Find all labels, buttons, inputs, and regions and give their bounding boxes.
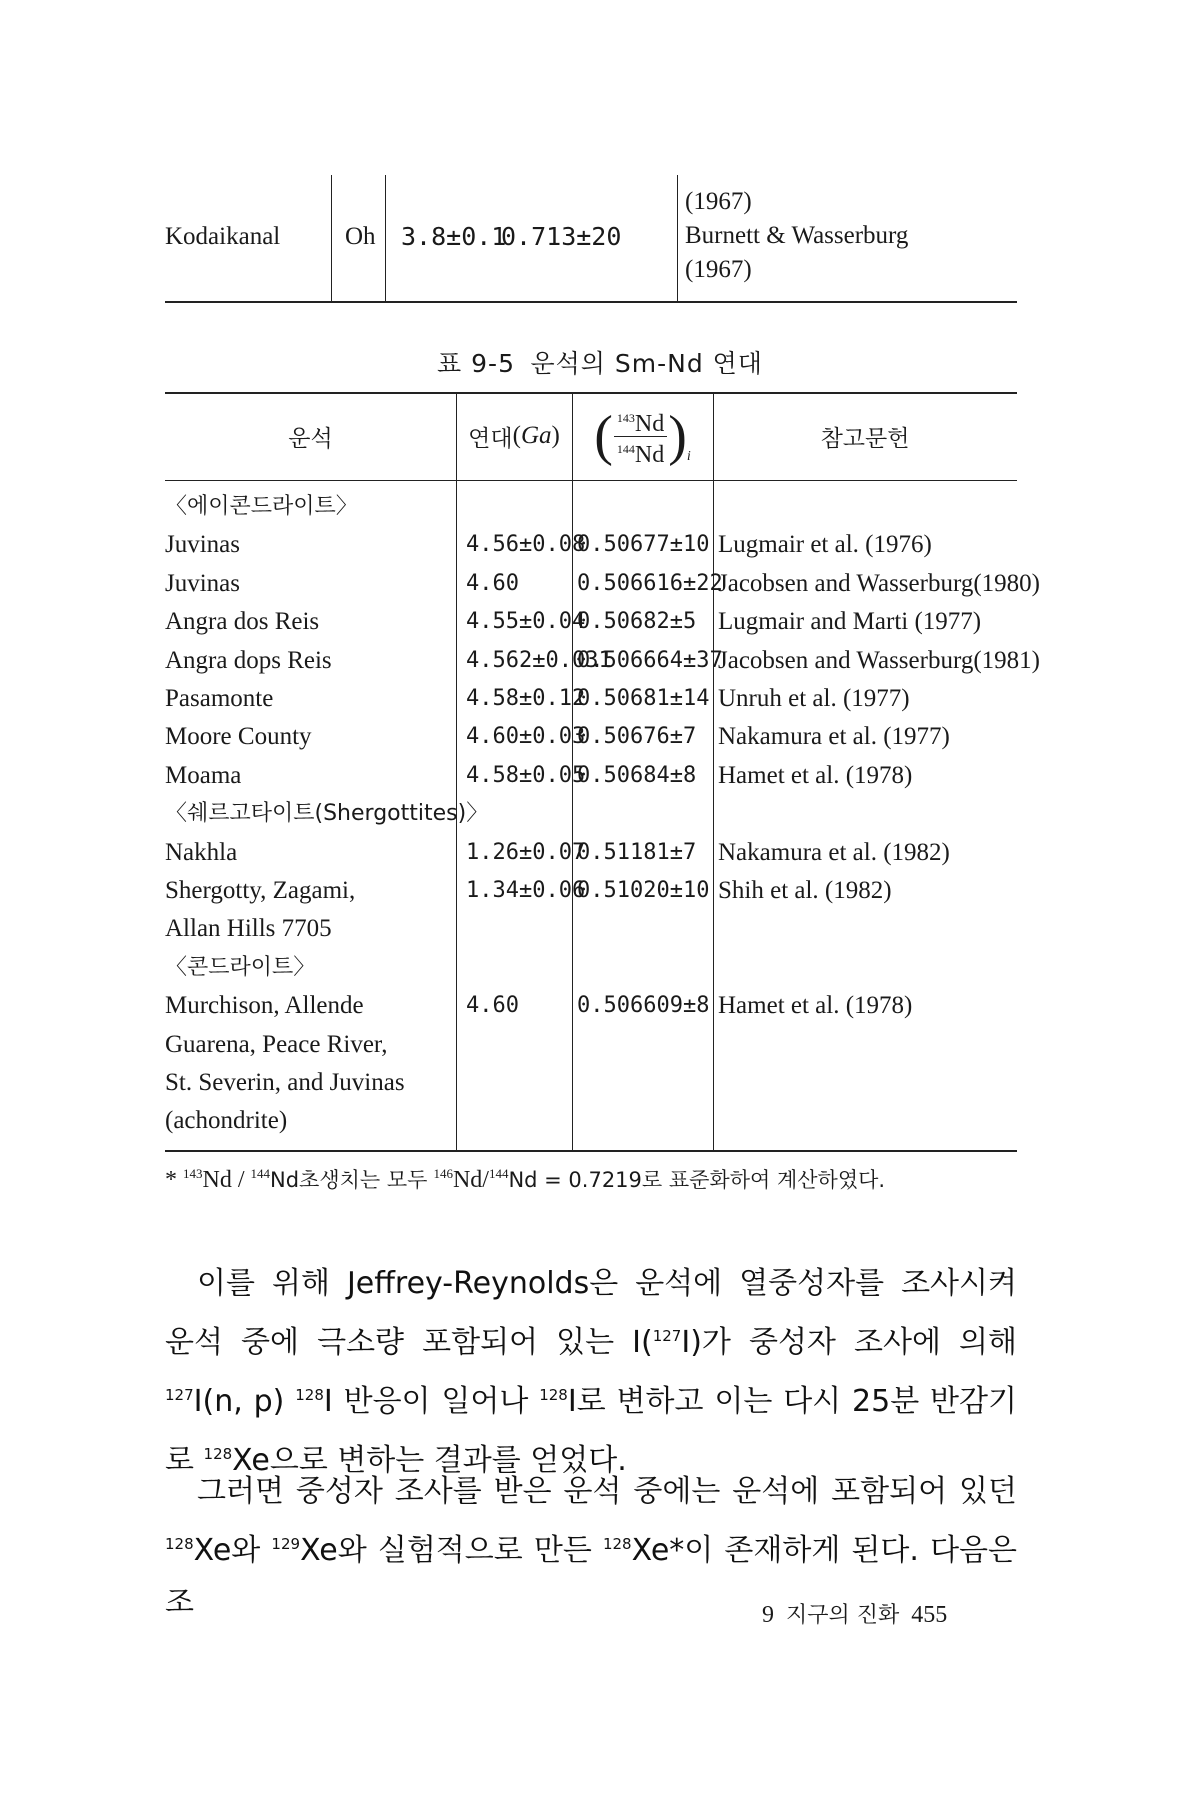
- age-cell: 4.58±0.12: [466, 686, 586, 711]
- table-row: [165, 872, 1017, 910]
- ratio-value: 0.713±20: [501, 222, 622, 251]
- reference-cell: Jacobsen and Wasserburg(1981): [718, 646, 1040, 674]
- header-meteorite: 운석: [288, 425, 333, 452]
- table-group-row: [165, 795, 1017, 833]
- header-reference: 참고문헌: [820, 425, 910, 452]
- age-cell: 4.562±0.031: [466, 647, 612, 673]
- meteorite-cell: Moama: [165, 761, 242, 789]
- reference-line: (1967): [685, 256, 752, 283]
- meteorite-cell: Shergotty, Zagami,: [165, 877, 356, 904]
- table-bottom-rule: [165, 301, 1017, 303]
- meteorite-cell: Angra dops Reis: [165, 646, 332, 674]
- table-row: [165, 757, 1017, 795]
- ratio-cell: 0.50681±14: [577, 686, 710, 711]
- table-row: [165, 834, 1017, 872]
- caption-title: 운석의 Sm-Nd 연대: [530, 349, 763, 378]
- page-number: 455: [911, 1602, 948, 1628]
- meteorite-cell: Moore County: [165, 723, 312, 751]
- ratio-cell: 0.50677±10: [577, 532, 710, 558]
- meteorite-cell: 〈에이콘드라이트〉: [165, 494, 358, 519]
- meteorite-cell: Allan Hills 7705: [165, 915, 332, 943]
- meteorite-cell: Murchison, Allende: [165, 992, 364, 1020]
- age-cell: 4.56±0.08: [466, 532, 586, 558]
- table-group-row: [165, 949, 1017, 987]
- ratio-cell: 0.506616±22: [577, 570, 723, 596]
- meteorite-cell: Guarena, Peace River,: [165, 1030, 388, 1058]
- ratio-cell: 0.50682±5: [577, 609, 697, 635]
- meteorite-cell: (achondrite): [165, 1107, 288, 1135]
- ratio-numerator-mass: 143: [616, 410, 635, 425]
- ratio-cell: 0.506609±8: [577, 993, 710, 1019]
- ratio-denominator: Nd: [634, 441, 665, 468]
- reference-cell: Lugmair et al. (1976): [718, 531, 932, 559]
- table-row: [165, 1064, 1017, 1102]
- ratio-cell: 0.51181±7: [577, 839, 697, 865]
- nd-ratio-formula: ( $\frac{^{143}Nd}{^{144}Nd}$ ) i: [594, 405, 691, 468]
- table-group-row: [165, 488, 1017, 526]
- sm-nd-age-table: [165, 392, 1040, 1152]
- table-row: [165, 642, 1040, 680]
- reference-line: (1967): [685, 188, 752, 215]
- meteorite-cell: Juvinas: [165, 569, 240, 597]
- reference-cell: Nakamura et al. (1982): [718, 838, 950, 866]
- age-cell: 4.58±0.05: [466, 762, 586, 788]
- column-divider: [385, 175, 386, 303]
- table-row: [165, 718, 1017, 756]
- table-footnote: * $^{143}$Nd / $^{144}$Nd초생치는 모두 $^{146}$Nd/$^{144}$Nd = 0.7219로 표준화하여 계산하였다.: [165, 1166, 886, 1193]
- ratio-numerator: Nd: [634, 410, 665, 437]
- table-row: [165, 603, 1017, 641]
- age-cell: 4.60±0.03: [466, 724, 586, 750]
- page-footer: [762, 1598, 947, 1629]
- header-age: 연대 ( Ga ): [456, 392, 572, 480]
- reference-cell: Shih et al. (1982): [718, 877, 892, 904]
- age-cell: 4.55±0.04: [466, 609, 586, 635]
- table-caption: [0, 344, 1200, 380]
- table-row: [165, 565, 1040, 603]
- age-value: 3.8±0.1: [401, 222, 507, 251]
- reference-cell: Nakamura et al. (1977): [718, 723, 950, 751]
- reference-cell: Hamet et al. (1978): [718, 761, 913, 789]
- chapter-title: 지구의 진화: [786, 1603, 900, 1628]
- column-divider: [677, 175, 678, 303]
- header-age-label: 연대: [468, 425, 513, 452]
- table-row: [165, 1102, 1017, 1140]
- body-paragraph-2: 그러면 중성자 조사를 받은 운석 중에는 운석에 포함되어 있던 $^{128}$Xe와 $^{129}$Xe와 실험적으로 만든 $^{128}$Xe*이 존재하게 된다. 다음은 조: [165, 1474, 1018, 1620]
- ratio-denominator-mass: 144: [616, 441, 635, 456]
- previous-table-continuation: [165, 175, 1017, 303]
- table-row: [165, 987, 1017, 1025]
- meteorite-cell: Juvinas: [165, 531, 240, 559]
- body-paragraph-1: 이를 위해 Jeffrey-Reynolds은 운석에 열중성자를 조사시켜 운석 중에 극소량 포함되어 있는 I($^{127}$I)가 중성자 조사에 의해 $^{127}$I(n, p) $^{128}$I 반응이 일어나 $^{128}$I로 변하고 이는 다시 25분 반감기로 $^{128}$Xe으로 변하는 결과를 얻었다.: [165, 1266, 1017, 1478]
- chapter-number: 9: [762, 1602, 774, 1628]
- table-header-rule: [165, 480, 1017, 481]
- reference-cell: Unruh et al. (1977): [718, 685, 910, 712]
- meteorite-cell: 〈콘드라이트〉: [165, 954, 316, 980]
- table-row: [165, 680, 1017, 718]
- reference-cell: Lugmair and Marti (1977): [718, 608, 982, 636]
- age-cell: 1.26±0.07: [466, 839, 586, 865]
- ratio-cell: 0.506664±37: [577, 647, 723, 673]
- reference-cell: Hamet et al. (1978): [718, 992, 913, 1020]
- meteorite-cell: 〈쉐르고타이트(Shergottites)〉: [165, 801, 489, 827]
- meteorite-cell: Nakhla: [165, 838, 238, 866]
- table-row: [165, 526, 1017, 564]
- meteorite-name: Kodaikanal: [165, 223, 281, 250]
- age-cell: 4.60: [466, 993, 519, 1019]
- ratio-cell: 0.50684±8: [577, 762, 697, 788]
- meteorite-cell: Angra dos Reis: [165, 608, 320, 636]
- table-row: [165, 1026, 1017, 1064]
- ratio-cell: 0.51020±10: [577, 878, 710, 903]
- age-cell: 4.60: [466, 570, 519, 596]
- column-divider: [331, 175, 332, 303]
- meteorite-cell: St. Severin, and Juvinas: [165, 1069, 405, 1096]
- reference-line: Burnett & Wasserburg: [685, 222, 909, 249]
- meteorite-type: Oh: [345, 223, 376, 250]
- table-bottom-rule: [165, 1150, 1017, 1152]
- ratio-cell: 0.50676±7: [577, 724, 697, 750]
- header-age-unit: Ga: [520, 422, 552, 449]
- meteorite-cell: Pasamonte: [165, 685, 274, 712]
- header-ratio: [572, 392, 713, 480]
- table-row: [165, 910, 1017, 948]
- age-cell: 1.34±0.06: [466, 878, 586, 903]
- reference-cell: Jacobsen and Wasserburg(1980): [718, 569, 1040, 597]
- caption-label: 표 9-5: [437, 349, 515, 378]
- ratio-subscript: i: [686, 448, 691, 464]
